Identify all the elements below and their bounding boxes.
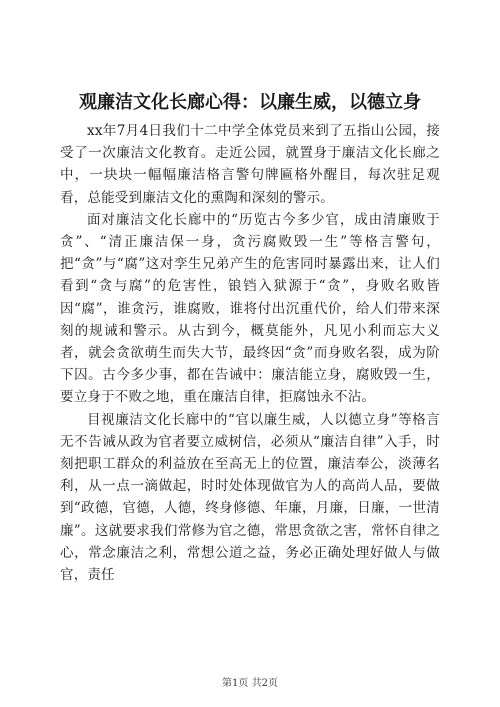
paragraph-3: 目视廉洁文化长廊中的“官以廉生威，人以德立身”等格言无不告诫从政为官者要立威树信，必须从“廉洁自律”入手，时刻把职工群众的利益放在至高无上的位置，廉洁奉公，淡薄名利，从一点一滴做起，时时处体现做官为人的高尚人品，要做到“政德，官德，人德，终身修德、年廉，月廉，日廉，一世清廉”。这就要求我们常修为官之德，常思贪欲之害，常怀自律之心，常念廉洁之利，常想公道之益，务必正确处理好做人与做官，责任	[60, 411, 440, 584]
paragraph-1: xx年7月4日我们十二中学全体党员来到了五指山公园，接受了一次廉洁文化教育。走近公园，就置身于廉洁文化长廊之中，一块块一幅幅廉洁格言警句牌匾格外醒目，每次驻足观看，总能受到廉洁文化的熏陶和深刻的警示。	[60, 123, 440, 206]
page-number: 第1页 共2页	[222, 678, 278, 689]
document-body	[60, 120, 440, 586]
paragraph-2: 面对廉洁文化长廊中的“历览古今多少官，成由清廉败于贪”、“清正廉洁保一身，贪污腐败毁一生”等格言警句，把“贪”与“腐”这对孪生兄弟产生的危害同时暴露出来，让人们看到“贪与腐”的危害性，锒铛入狱源于“贪”，身败名败皆因“腐”，谁贪污，谁腐败，谁将付出沉重代价，给人们带来深刻的规诫和警示。从古到今，概莫能外，凡见小利而忘大义者，就会贪欲萌生而失大节，最终因“贪”而身败名裂，成为阶下囚。古今多少事，都在告诫中：廉洁能立身，腐败毁一生，要立身于不败之地，重在廉洁自律，拒腐蚀永不沾。	[60, 211, 440, 406]
document-title: 观廉洁文化长廊心得：以廉生威，以德立身	[79, 92, 421, 113]
